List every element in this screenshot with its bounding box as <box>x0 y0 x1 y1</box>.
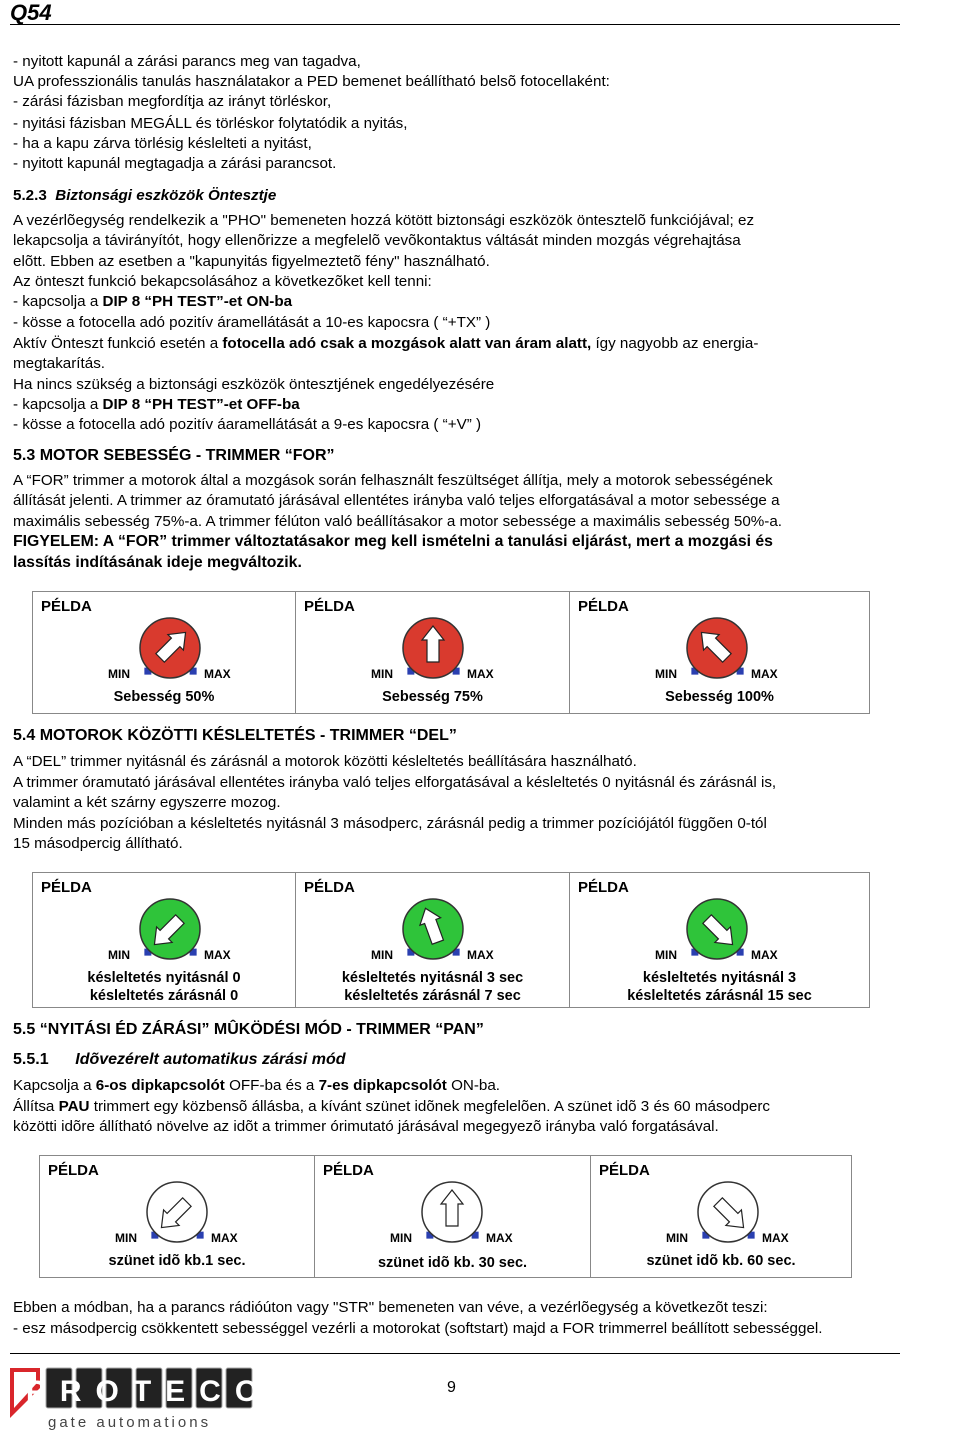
section-523-heading <box>13 186 276 205</box>
dial-min-label: MIN <box>655 948 677 962</box>
s55-text: Állítsa <box>13 1098 59 1115</box>
intro-line: - nyitási fázisban MEGÁLL és törléskor folytatódik a nyitás, <box>13 115 408 132</box>
s54-line: A trimmer óramutató járásával ellentétes irányba való teljes elforgatásával a késleltetés 0 nyitásnál és zárásnál is, <box>13 774 777 791</box>
trimmer-dial-icon <box>663 1176 793 1248</box>
dial-max-label: MAX <box>762 1231 789 1245</box>
dial-min-label: MIN <box>371 948 393 962</box>
example-caption: késleltetés zárásnál 7 sec <box>344 988 521 1004</box>
trimmer-dial-icon <box>112 1176 242 1248</box>
delay-example-table <box>32 872 870 1008</box>
s55-text: OFF-ba és a <box>224 1077 319 1094</box>
speed-example-cell <box>33 592 296 714</box>
s523-dip-off-line <box>13 395 300 414</box>
dial-max-label: MAX <box>211 1231 238 1245</box>
section-54-heading: 5.4 MOTOROK KÖZÖTTI KÉSLELTETÉS - TRIMMER “DEL” <box>13 727 457 744</box>
s55-line: közötti idõre állítható növelve az idõt a trimmer órimutató járásával megegyezõ irányba való forgatásával. <box>13 1118 719 1135</box>
trimmer-dial-icon <box>387 1176 517 1248</box>
example-caption: késleltetés zárásnál 0 <box>89 988 239 1004</box>
dial-max-label: MAX <box>467 948 494 962</box>
section-551-title: Idõvezérelt automatikus zárási mód <box>75 1051 346 1068</box>
s523-active-pre: Aktív Önteszt funkció esetén a <box>13 335 223 352</box>
page-number: 9 <box>447 1379 456 1396</box>
s523-active-line <box>13 334 758 353</box>
intro-line: - nyitott kapunál a zárási parancs meg van tagadva, <box>13 53 361 70</box>
logo-brand-text: PROTECO <box>25 1375 273 1408</box>
header-rule <box>10 24 900 25</box>
pause-example-cell <box>591 1156 852 1278</box>
intro-line: - zárási fázisban megfordítja az irányt törléskor, <box>13 93 332 110</box>
dial-min-label: MIN <box>390 1231 412 1245</box>
footer-rule <box>10 1353 900 1354</box>
s54-line: valamint a két szárny egyszerre mozog. <box>13 794 281 811</box>
pause-example-cell <box>40 1156 315 1278</box>
s523-active-bold: fotocella adó csak a mozgások alatt van áram alatt, <box>222 335 592 352</box>
s523-para-line: elõtt. Ebben az esetben a "kapunyitás figyelmeztetõ fény" használható. <box>13 253 490 270</box>
section-523-number: 5.2.3 <box>13 187 47 204</box>
s523-dip-off-bold: DIP 8 “PH TEST”-et OFF-ba <box>102 396 300 413</box>
section-551-number: 5.5.1 <box>13 1051 49 1068</box>
dial-max-label: MAX <box>467 667 494 681</box>
example-caption: szünet idõ kb. 60 sec. <box>646 1253 796 1269</box>
example-caption: Sebesség 100% <box>665 689 774 705</box>
dial-max-label: MAX <box>751 667 778 681</box>
s53-line: állítását jelenti. A trimmer az óramutató járásával ellentétes irányba való teljes elforgatásával a motor sebessége a <box>13 492 780 509</box>
dial-min-label: MIN <box>108 948 130 962</box>
example-label: PÉLDA <box>48 1162 99 1179</box>
intro-line: - nyitott kapunál megtagadja a zárási parancsot. <box>13 155 337 172</box>
dial-max-label: MAX <box>751 948 778 962</box>
trimmer-dial-icon <box>652 893 782 965</box>
speed-example-table <box>32 591 870 714</box>
speed-example-cell <box>570 592 870 714</box>
logo-tagline: gate automations <box>48 1414 212 1431</box>
example-caption: késleltetés nyitásnál 3 <box>642 970 797 986</box>
s523-active-post: így nagyobb az energia- <box>591 335 759 352</box>
s55-bold: 6-os dipkapcsolót <box>95 1077 225 1094</box>
trimmer-dial-icon <box>368 893 498 965</box>
dial-min-label: MIN <box>108 667 130 681</box>
s54-line: A “DEL” trimmer nyitásnál és zárásnál a motorok közötti késleltetés beállítására használható. <box>13 753 637 770</box>
example-caption: késleltetés nyitásnál 3 sec <box>341 970 524 986</box>
s523-dip-on-bold: DIP 8 “PH TEST”-et ON-ba <box>102 293 293 310</box>
example-label: PÉLDA <box>323 1162 374 1179</box>
section-53-heading: 5.3 MOTOR SEBESSÉG - TRIMMER “FOR” <box>13 447 335 464</box>
s55-bold: 7-es dipkapcsolót <box>318 1077 447 1094</box>
example-caption: szünet idõ kb.1 sec. <box>108 1253 246 1269</box>
example-caption: késleltetés nyitásnál 0 <box>87 970 241 986</box>
section-55-heading: 5.5 “NYITÁSI ÉD ZÁRÁSI” MÛKÖDÉSI MÓD - TRIMMER “PAN” <box>13 1021 484 1038</box>
example-label: PÉLDA <box>41 879 92 896</box>
section-551-heading <box>13 1050 346 1069</box>
example-label: PÉLDA <box>599 1162 650 1179</box>
example-label: PÉLDA <box>304 598 355 615</box>
intro-line: UA professzionális tanulás használatakor a PED bemenet beállítható belsõ fotocellaként: <box>13 73 610 90</box>
s53-line: maximális sebesség 75%-a. A trimmer félúton való beállításakor a motor sebessége a maximális sebesség 50%-a. <box>13 513 783 530</box>
dial-min-label: MIN <box>371 667 393 681</box>
dial-min-label: MIN <box>666 1231 688 1245</box>
s523-tx-line: - kösse a fotocella adó pozitív áramellátását a 10-es kapocsra ( “+TX” ) <box>13 314 491 331</box>
example-caption: késleltetés zárásnál 15 sec <box>627 988 812 1004</box>
s54-line: Minden más pozícióban a késleltetés nyitásnál 3 másodperc, zárásnál pedig a trimmer pozíciójától függõen 0-tól <box>13 815 767 832</box>
pause-example-cell <box>315 1156 591 1278</box>
intro-line: - ha a kapu zárva törlésig késlelteti a nyitást, <box>13 135 312 152</box>
trimmer-dial-icon <box>652 612 782 684</box>
s523-para-line: Az önteszt funkció bekapcsolásához a következõket kell tenni: <box>13 273 432 290</box>
s55-text: trimmert egy közbensõ állásba, a kívánt szünet idõnek megfelelõen. A szünet idõ 3 és 60 másodperc <box>89 1098 770 1115</box>
trimmer-dial-icon <box>105 612 235 684</box>
speed-example-cell <box>296 592 570 714</box>
proteco-logo <box>8 1360 278 1436</box>
example-caption: Sebesség 50% <box>113 689 215 705</box>
s53-line: A “FOR” trimmer a motorok által a mozgások során felhasznált feszültséget állítja, mely a motorok sebességének <box>13 472 773 489</box>
example-label: PÉLDA <box>578 598 629 615</box>
example-label: PÉLDA <box>578 879 629 896</box>
s55-dip-line <box>13 1076 500 1095</box>
pause-example-table <box>39 1155 852 1278</box>
delay-example-cell <box>33 873 296 1008</box>
closing-line: Ebben a módban, ha a parancs rádióúton vagy "STR" bemeneten van véve, a vezérlõegység a következõt teszi: <box>13 1299 768 1316</box>
page-header-title: Q54 <box>10 0 52 25</box>
s53-warning-line: FIGYELEM: A “FOR” trimmer változtatásakor meg kell ismételni a tanulási eljárást, mert a mozgási és <box>13 533 773 550</box>
example-label: PÉLDA <box>41 598 92 615</box>
closing-line: - esz másodpercig csökkentett sebességgel vezérli a motorokat (softstart) majd a FOR trimmerrel beállított sebességgel. <box>13 1320 823 1337</box>
s55-text: ON-ba. <box>446 1077 501 1094</box>
dial-max-label: MAX <box>486 1231 513 1245</box>
delay-example-cell <box>570 873 870 1008</box>
s55-pau-line <box>13 1097 770 1116</box>
dial-min-label: MIN <box>655 667 677 681</box>
s523-noneed-line: Ha nincs szükség a biztonsági eszközök öntesztjének engedélyezésére <box>13 376 495 393</box>
trimmer-dial-icon <box>368 612 498 684</box>
s523-active-line2: megtakarítás. <box>13 355 106 372</box>
example-caption: Sebesség 75% <box>382 689 483 705</box>
s523-v-line: - kösse a fotocella adó pozitív áaramellátását a 9-es kapocsra ( “+V” ) <box>13 416 482 433</box>
s523-dip-on-line <box>13 292 292 311</box>
s54-line: 15 másodpercig állítható. <box>13 835 183 852</box>
example-label: PÉLDA <box>304 879 355 896</box>
s53-warning-line: lassítás indításának ideje megváltozik. <box>13 554 302 571</box>
s523-para-line: lekapcsolja a távirányítót, hogy ellenõrizze a megfelelõ vevõkontaktus váltását minden mozgás végrehajtása <box>13 232 741 249</box>
s523-para-line: A vezérlõegység rendelkezik a "PHO" bemeneten hozzá kötött biztonsági eszközök öntesztelõ funkciójával; ez <box>13 212 755 229</box>
s55-text: Kapcsolja a <box>13 1077 96 1094</box>
s523-dip-off-pre: - kapcsolja a <box>13 396 103 413</box>
s523-dip-on-pre: - kapcsolja a <box>13 293 103 310</box>
section-523-title: Biztonsági eszközök Öntesztje <box>55 187 277 204</box>
dial-min-label: MIN <box>115 1231 137 1245</box>
example-caption: szünet idõ kb. 30 sec. <box>377 1255 528 1271</box>
dial-max-label: MAX <box>204 948 231 962</box>
s55-bold: PAU <box>58 1098 90 1115</box>
dial-max-label: MAX <box>204 667 231 681</box>
delay-example-cell <box>296 873 570 1008</box>
trimmer-dial-icon <box>105 893 235 965</box>
